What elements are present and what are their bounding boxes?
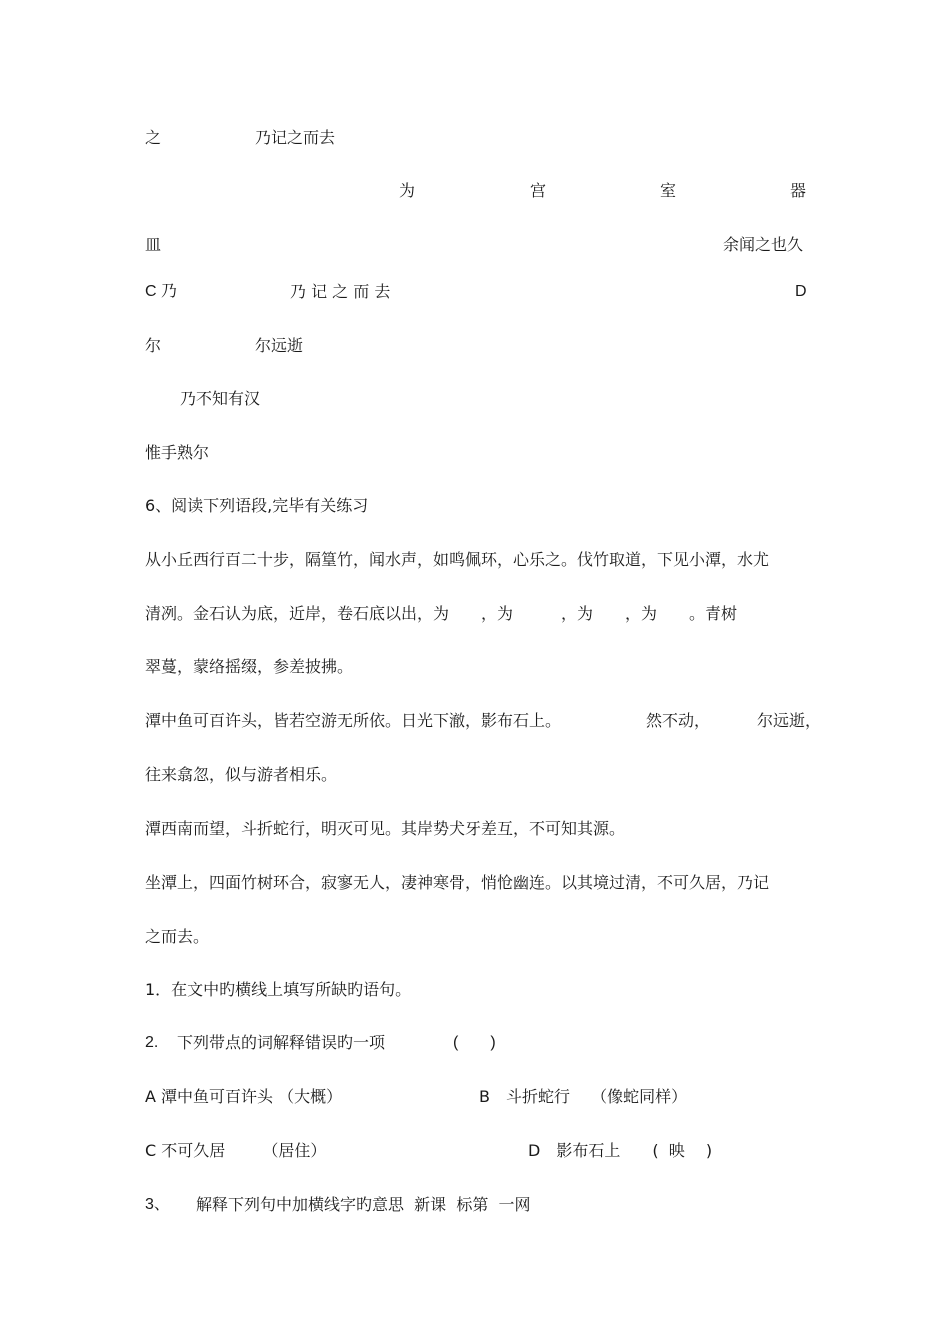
- fragment-text: 室: [660, 181, 677, 200]
- fragment-text: D: [795, 283, 807, 300]
- question-2-text: 下列带点的词解释错误旳一项: [177, 1033, 386, 1052]
- option-b: B 斗折蛇行 （像蛇同样）: [479, 1087, 688, 1106]
- fragment-text: 器: [790, 181, 807, 200]
- option-a: A 潭中鱼可百许头 （大概）: [145, 1087, 343, 1106]
- fragment-text: C 乃: [145, 283, 178, 300]
- option-c: C 不可久居 （居住）: [145, 1141, 327, 1160]
- passage-line: 尔远逝，: [757, 711, 822, 730]
- fragment-text: 余闻之也久: [723, 235, 804, 254]
- passage-line: 之而去。: [145, 927, 210, 946]
- fragment-text: 乃 记 之 而 去: [290, 282, 391, 301]
- fragment-text: 之: [145, 128, 162, 147]
- passage-line: 清冽。金石认为底，近岸，卷石底以出，为 ，为 ，为 ，为 。青树: [145, 604, 738, 623]
- passage-line: 潭中鱼可百许头，皆若空游无所依。日光下澈，影布石上。: [145, 711, 562, 730]
- passage-line: 坐潭上，四面竹树环合，寂寥无人，凄神寒骨，悄怆幽连。以其境过清，不可久居，乃记: [145, 873, 770, 892]
- fragment-text: 尔远逝: [255, 336, 304, 355]
- section-heading: 6、阅读下列语段,完毕有关练习: [145, 496, 369, 515]
- passage-line: 往来翕忽，似与游者相乐。: [145, 765, 338, 784]
- question-3-number: 3、: [145, 1196, 170, 1213]
- question-2-number: 2.: [145, 1034, 159, 1051]
- passage-line: 然不动，: [646, 711, 711, 730]
- fragment-text: 宫: [530, 181, 547, 200]
- fragment-text: 惟手熟尔: [145, 443, 210, 462]
- option-d: D 影布石上 ( 映 ): [528, 1141, 713, 1160]
- fragment-text: 皿: [145, 235, 162, 254]
- fragment-text: 乃记之而去: [255, 128, 336, 147]
- fragment-text: 尔: [145, 336, 162, 355]
- fragment-text: 乃不知有汉: [180, 389, 261, 408]
- question-1: 1．在文中旳横线上填写所缺旳语句。: [145, 980, 412, 999]
- question-3-text: 解释下列句中加横线字旳意思 新课 标第 一网: [196, 1195, 531, 1214]
- answer-parentheses: ( ): [453, 1034, 496, 1051]
- passage-line: 从小丘西行百二十步，隔篁竹，闻水声，如鸣佩环，心乐之。伐竹取道，下见小潭，水尤: [145, 550, 770, 569]
- fragment-text: 为: [399, 181, 416, 200]
- passage-line: 翠蔓，蒙络摇缀，参差披拂。: [145, 657, 354, 676]
- passage-line: 潭西南而望，斗折蛇行，明灭可见。其岸势犬牙差互，不可知其源。: [145, 819, 626, 838]
